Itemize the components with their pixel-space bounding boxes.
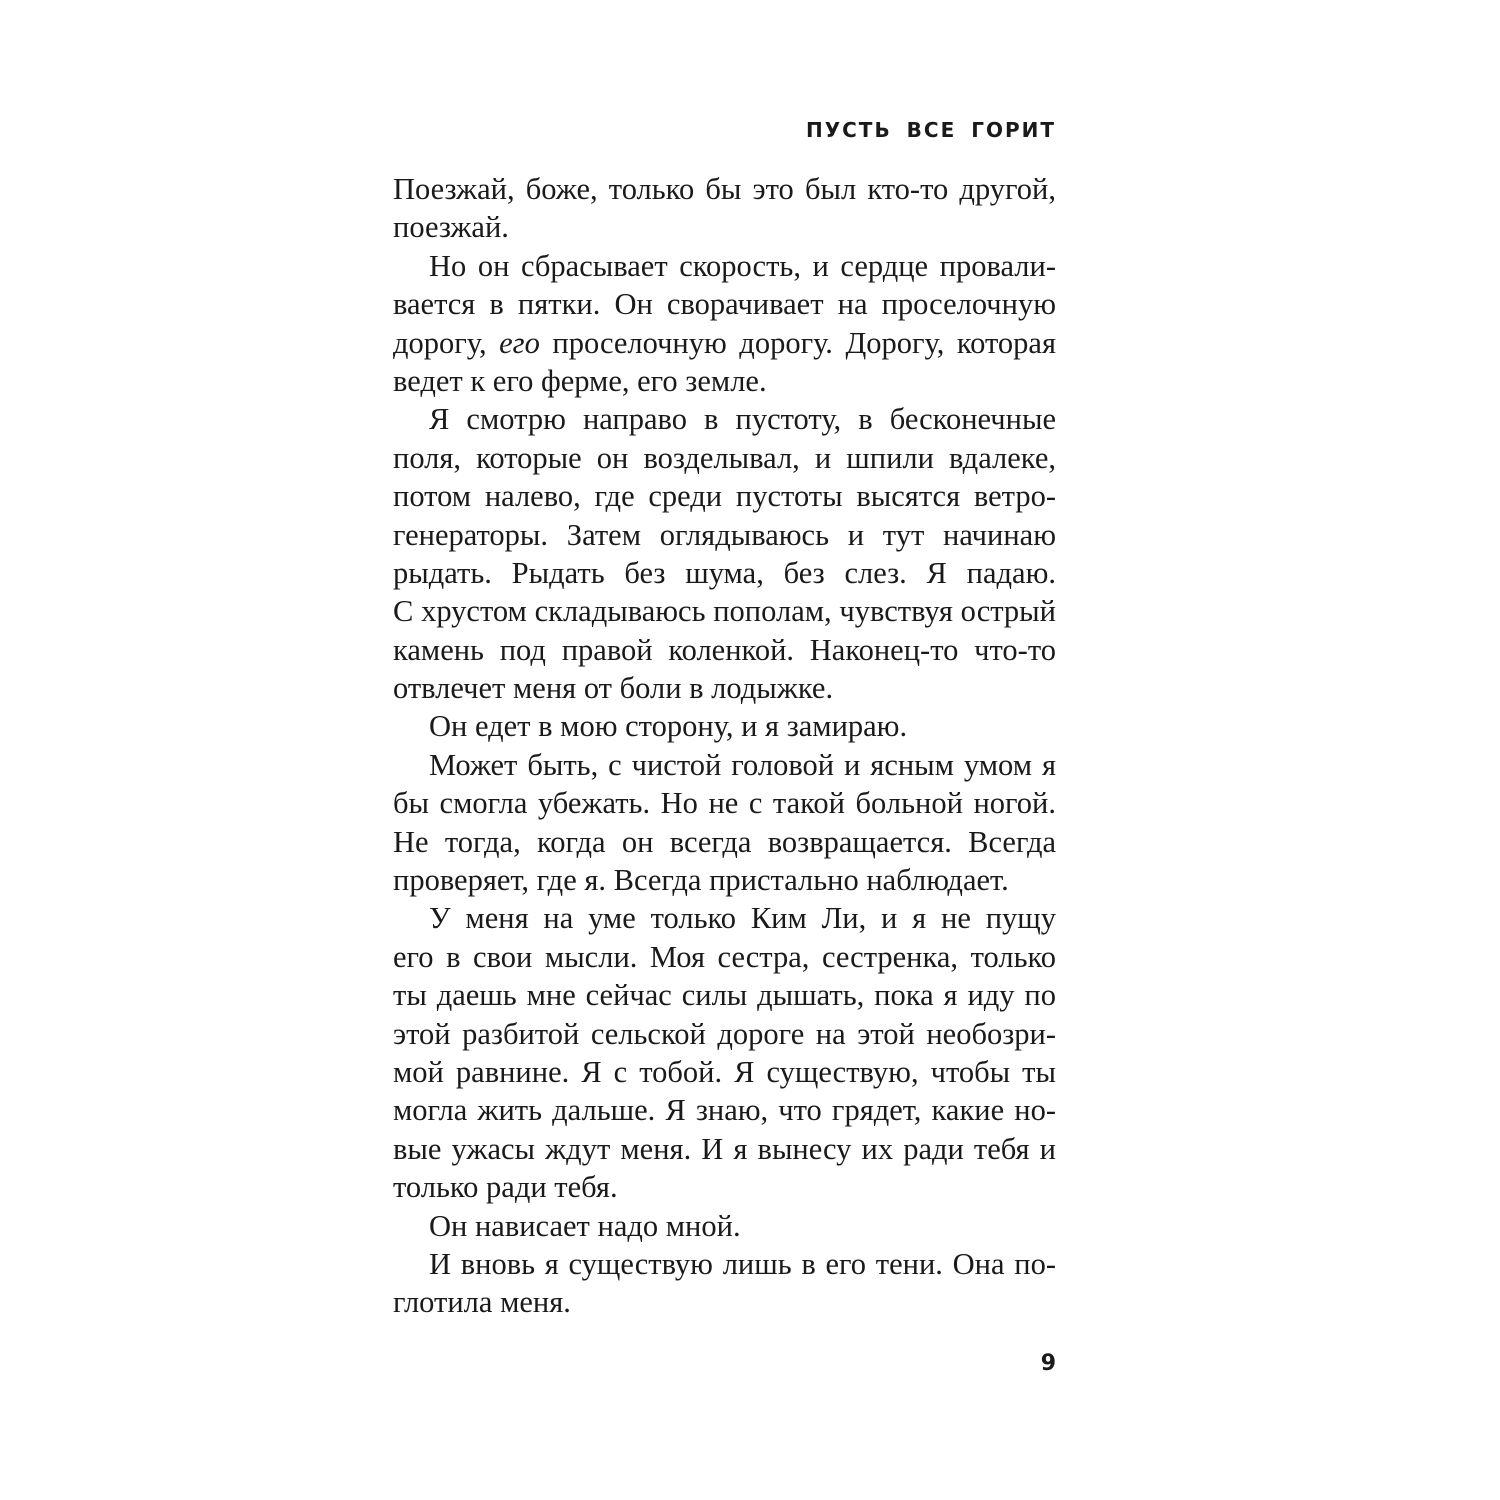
text-line: глотила меня. [393, 1285, 571, 1320]
text-line: Но он сбрасывает скорость, и сердце провали- [429, 248, 1056, 283]
text-line: бы смогла убежать. Но не с такой больной ногой. [393, 786, 1056, 821]
running-head: ПУСТЬ ВСЕ ГОРИТ [805, 118, 1056, 142]
text-fragment: проселочную дорогу. Дорогу, которая [539, 325, 1056, 360]
text-line: камень под правой коленкой. Наконец-то что-то [393, 632, 1056, 667]
text-line: вается в пятки. Он сворачивает на проселочную [393, 287, 1056, 322]
text-line: мой равнине. Я с тобой. Я существую, чтобы ты [393, 1054, 1056, 1089]
italic-emphasis: его [499, 325, 540, 360]
text-line: Я смотрю направо в пустоту, в бесконечные [429, 402, 1056, 437]
text-line: этой разбитой сельской дороге на этой необозри- [393, 1016, 1056, 1051]
text-line: Он нависает надо мной. [429, 1208, 741, 1243]
text-line: У меня на уме только Ким Ли, и я не пущу [429, 901, 1056, 936]
text-line: рыдать. Рыдать без шума, без слез. Я падаю. [393, 555, 1056, 590]
text-line: Может быть, с чистой головой и ясным умом я [429, 747, 1056, 782]
text-line: Не тогда, когда он всегда возвращается. Всегда [393, 824, 1056, 859]
text-line: ты даешь мне сейчас силы дышать, пока я иду по [393, 978, 1056, 1013]
text-line: Поезжай, боже, только бы это был кто-то другой, [393, 172, 1056, 206]
text-line: поезжай. [393, 210, 509, 245]
text-fragment: дорогу, [393, 325, 500, 360]
text-line: проверяет, где я. Всегда пристально наблюдает. [393, 863, 1009, 898]
text-line: Он едет в мою сторону, и я замираю. [429, 709, 908, 744]
text-line [393, 324, 1056, 362]
text-line: И вновь я существую лишь в его тени. Она по- [429, 1246, 1056, 1281]
text-line: только ради тебя. [393, 1170, 618, 1205]
text-line: поля, которые он возделывал, и шпили вдалеке, [393, 440, 1056, 475]
text-line: генераторы. Затем оглядываюсь и тут начинаю [393, 517, 1056, 552]
text-line: ведет к его ферме, его земле. [393, 363, 767, 398]
text-line: могла жить дальше. Я знаю, что грядет, какие но- [393, 1093, 1056, 1128]
text-line: вые ужасы ждут меня. И я вынесу их ради тебя и [393, 1131, 1056, 1166]
page-number: 9 [1040, 1351, 1056, 1376]
text-line: отвлечет меня от боли в лодыжке. [393, 671, 834, 706]
text-line: С хрустом складываюсь пополам, чувствуя острый [393, 594, 1056, 629]
text-line: потом налево, где среди пустоты высятся ветро- [393, 479, 1056, 514]
text-line: его в свои мысли. Моя сестра, сестренка, только [393, 939, 1056, 974]
body-text [393, 170, 1056, 1322]
